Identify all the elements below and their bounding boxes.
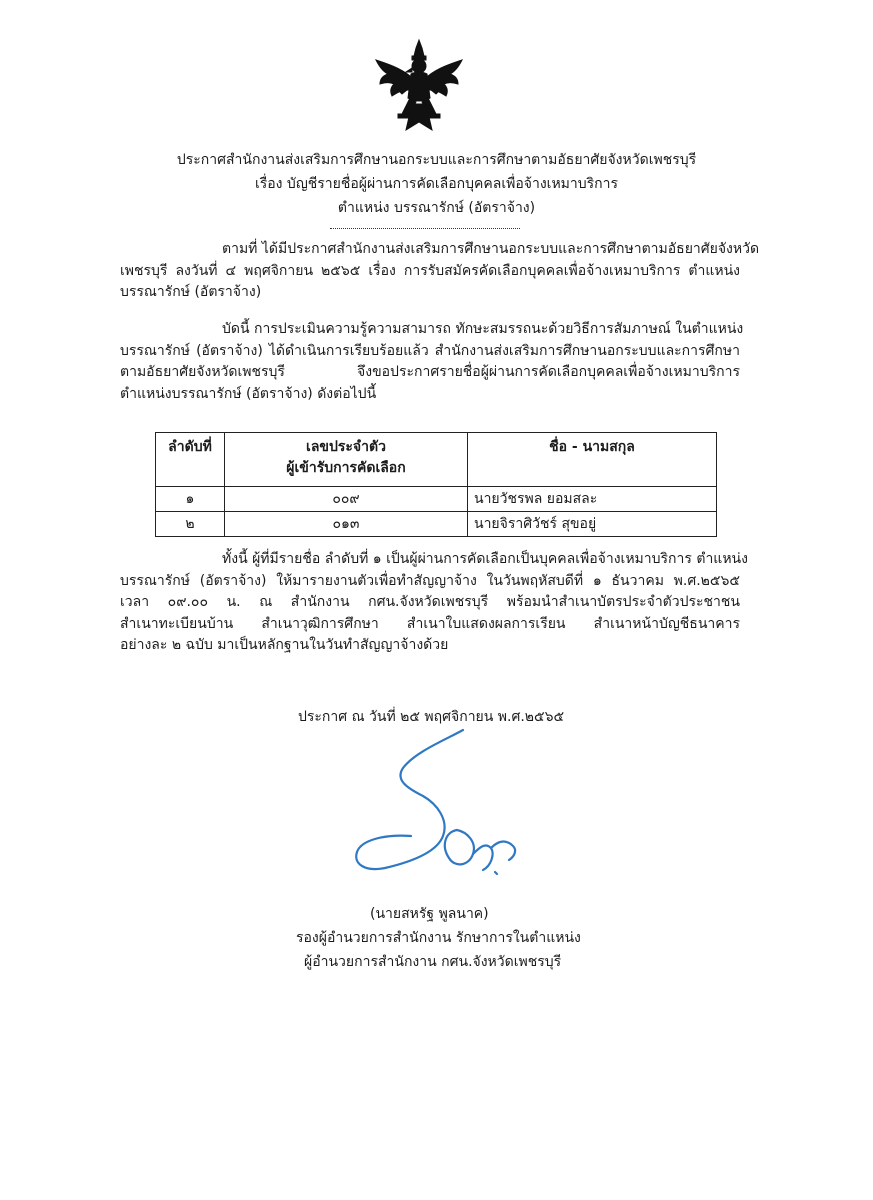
table-row bbox=[156, 487, 717, 512]
position-line: ตำแหน่ง บรรณารักษ์ (อัตราจ้าง) bbox=[337, 200, 536, 216]
cell-candidate-id: ๐๐๙ bbox=[225, 487, 468, 512]
cell-full-name: นายวัชรพล ยอมสละ bbox=[468, 487, 717, 512]
dotted-divider bbox=[330, 228, 520, 229]
paragraph-line: เวลา ๐๙.๐๐ น. ณ สำนักงาน กศน.จังหวัดเพชรบุรี พร้อมนำสำเนาบัตรประจำตัวประชาชน bbox=[120, 594, 740, 610]
announcement-title: ประกาศสำนักงานส่งเสริมการศึกษานอกระบบและการศึกษาตามอัธยาศัยจังหวัดเพชรบุรี bbox=[176, 152, 697, 168]
paragraph-line: ตำแหน่งบรรณารักษ์ (อัตราจ้าง) ดังต่อไปนี้ bbox=[120, 385, 377, 402]
header-full-name: ชื่อ - นามสกุล bbox=[468, 433, 717, 487]
paragraph-line: บรรณารักษ์ (อัตราจ้าง) ได้ดำเนินการเรียบร้อยแล้ว สำนักงานส่งเสริมการศึกษานอกระบบและการศึกษา bbox=[120, 342, 740, 359]
cell-candidate-id: ๐๑๓ bbox=[225, 512, 468, 537]
table-row bbox=[156, 512, 717, 537]
subject-line: เรื่อง บัญชีรายชื่อผู้ผ่านการคัดเลือกบุคคลเพื่อจ้างเหมาบริการ bbox=[254, 176, 619, 192]
cell-order: ๒ bbox=[156, 512, 225, 537]
results-table bbox=[155, 432, 717, 537]
header-id-line2: ผู้เข้ารับการคัดเลือก bbox=[286, 460, 406, 476]
table-header-row bbox=[156, 433, 717, 487]
signer-name: (นายสหรัฐ พูลนาค) bbox=[370, 906, 489, 922]
paragraph-line: บรรณารักษ์ (อัตราจ้าง) bbox=[120, 284, 262, 300]
header-order: ลำดับที่ bbox=[156, 433, 225, 487]
cell-full-name: นายจิราศิวัชร์ สุขอยู่ bbox=[468, 512, 717, 537]
signer-position-line2: ผู้อำนวยการสำนักงาน กศน.จังหวัดเพชรบุรี bbox=[304, 954, 562, 970]
paragraph-line: ตามอัธยาศัยจังหวัดเพชรบุรี จึงขอประกาศรายชื่อผู้ผ่านการคัดเลือกบุคคลเพื่อจ้างเหมาบริการ bbox=[120, 364, 740, 380]
garuda-emblem-icon bbox=[372, 38, 466, 134]
paragraph-line: สำเนาทะเบียนบ้าน สำเนาวุฒิการศึกษา สำเนาใบแสดงผลการเรียน สำเนาหน้าบัญชีธนาคาร bbox=[120, 615, 740, 632]
paragraph-line: ทั้งนี้ ผู้ที่มีรายชื่อ ลำดับที่ ๑ เป็นผู้ผ่านการคัดเลือกเป็นบุคคลเพื่อจ้างเหมาบริการ ตำแหน่ง bbox=[222, 551, 748, 567]
paragraph-result bbox=[120, 319, 744, 405]
signer-position-line1: รองผู้อำนวยการสำนักงาน รักษาการในตำแหน่ง bbox=[296, 930, 581, 946]
paragraph-line: ตามที่ ได้มีประกาศสำนักงานส่งเสริมการศึกษานอกระบบและการศึกษาตามอัธยาศัยจังหวัด bbox=[222, 241, 760, 257]
paragraph-line: บัดนี้ การประเมินความรู้ความสามารถ ทักษะสมรรถนะด้วยวิธีการสัมภาษณ์ ในตำแหน่ง bbox=[222, 321, 744, 337]
header-id-line1: เลขประจำตัว bbox=[306, 439, 386, 455]
announcement-date: ประกาศ ณ วันที่ ๒๕ พฤศจิกายน พ.ศ.๒๕๖๕ bbox=[298, 709, 565, 725]
header-candidate-id bbox=[225, 433, 468, 487]
paragraph-line: บรรณารักษ์ (อัตราจ้าง) ให้มารายงานตัวเพื่อทำสัญญาจ้าง ในวันพฤหัสบดีที่ ๑ ธันวาคม พ.ศ.๒๕๖๕ bbox=[120, 572, 740, 589]
paragraph-line: เพชรบุรี ลงวันที่ ๔ พฤศจิกายน ๒๕๖๕ เรื่อง การรับสมัครคัดเลือกบุคคลเพื่อจ้างเหมาบริการ ตำแหน่ง bbox=[120, 262, 740, 279]
handwritten-signature bbox=[345, 722, 545, 900]
cell-order: ๑ bbox=[156, 487, 225, 512]
paragraph-reference bbox=[120, 239, 760, 304]
paragraph-line: อย่างละ ๒ ฉบับ มาเป็นหลักฐานในวันทำสัญญาจ้างด้วย bbox=[120, 637, 449, 653]
paragraph-instructions bbox=[120, 549, 748, 657]
